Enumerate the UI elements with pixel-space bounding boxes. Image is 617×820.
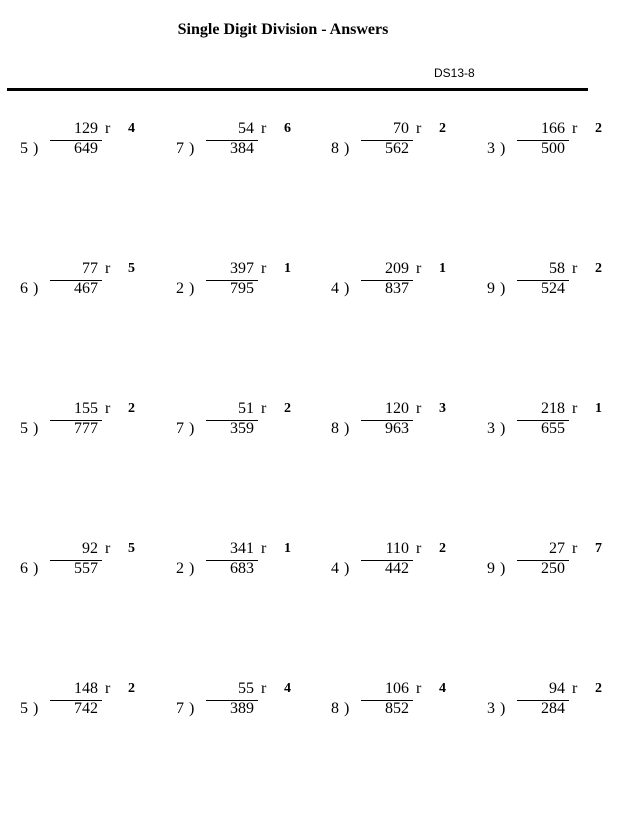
quotient: 129 <box>74 120 98 137</box>
division-problem <box>331 260 461 300</box>
division-problem <box>487 260 617 300</box>
division-bracket: ) <box>189 700 195 717</box>
division-problem <box>176 540 306 580</box>
remainder: 1 <box>284 261 291 276</box>
division-problem <box>176 260 306 300</box>
quotient: 120 <box>385 400 409 417</box>
problem-row <box>0 120 600 260</box>
dividend: 389 <box>230 700 254 717</box>
dividend: 250 <box>541 560 565 577</box>
dividend: 837 <box>385 280 409 297</box>
divisor: 5 <box>20 700 28 717</box>
divisor: 5 <box>20 140 28 157</box>
division-bracket: ) <box>344 140 350 157</box>
remainder-marker: r <box>572 680 578 697</box>
dividend: 742 <box>74 700 98 717</box>
division-problem <box>487 680 617 720</box>
quotient: 54 <box>238 120 254 137</box>
dividend: 359 <box>230 420 254 437</box>
remainder-marker: r <box>416 260 422 277</box>
divisor: 3 <box>487 420 495 437</box>
divisor: 4 <box>331 280 339 297</box>
divisor: 2 <box>176 280 184 297</box>
division-bracket: ) <box>344 280 350 297</box>
division-problem <box>20 260 150 300</box>
quotient: 77 <box>82 260 98 277</box>
dividend: 963 <box>385 420 409 437</box>
division-problem <box>487 540 617 580</box>
remainder: 2 <box>439 541 446 556</box>
remainder-marker: r <box>105 120 111 137</box>
problem-row <box>0 400 600 540</box>
division-bracket: ) <box>189 420 195 437</box>
dividend: 384 <box>230 140 254 157</box>
remainder: 7 <box>595 541 602 556</box>
divisor: 7 <box>176 140 184 157</box>
division-problem <box>20 400 150 440</box>
quotient: 55 <box>238 680 254 697</box>
division-bracket: ) <box>344 420 350 437</box>
division-bracket: ) <box>500 420 506 437</box>
remainder: 2 <box>595 681 602 696</box>
remainder: 2 <box>128 681 135 696</box>
dividend: 683 <box>230 560 254 577</box>
quotient: 341 <box>230 540 254 557</box>
remainder-marker: r <box>261 540 267 557</box>
quotient: 218 <box>541 400 565 417</box>
dividend: 524 <box>541 280 565 297</box>
dividend: 284 <box>541 700 565 717</box>
dividend: 442 <box>385 560 409 577</box>
division-problem <box>20 540 150 580</box>
remainder-marker: r <box>416 120 422 137</box>
remainder-marker: r <box>416 540 422 557</box>
division-bracket: ) <box>344 560 350 577</box>
dividend: 649 <box>74 140 98 157</box>
remainder-marker: r <box>261 680 267 697</box>
division-problem <box>331 400 461 440</box>
header-divider <box>7 88 588 91</box>
divisor: 6 <box>20 560 28 577</box>
remainder: 4 <box>128 121 135 136</box>
remainder: 2 <box>439 121 446 136</box>
quotient: 106 <box>385 680 409 697</box>
dividend: 777 <box>74 420 98 437</box>
remainder-marker: r <box>572 540 578 557</box>
dividend: 562 <box>385 140 409 157</box>
divisor: 8 <box>331 140 339 157</box>
remainder-marker: r <box>105 400 111 417</box>
quotient: 209 <box>385 260 409 277</box>
remainder: 4 <box>284 681 291 696</box>
divisor: 9 <box>487 560 495 577</box>
remainder-marker: r <box>416 680 422 697</box>
problem-row <box>0 260 600 400</box>
remainder: 5 <box>128 261 135 276</box>
division-problem <box>176 400 306 440</box>
dividend: 557 <box>74 560 98 577</box>
remainder: 1 <box>595 401 602 416</box>
divisor: 5 <box>20 420 28 437</box>
divisor: 7 <box>176 700 184 717</box>
division-bracket: ) <box>189 140 195 157</box>
divisor: 4 <box>331 560 339 577</box>
quotient: 70 <box>393 120 409 137</box>
remainder-marker: r <box>105 260 111 277</box>
division-bracket: ) <box>344 700 350 717</box>
remainder: 2 <box>595 121 602 136</box>
remainder: 1 <box>439 261 446 276</box>
remainder: 6 <box>284 121 291 136</box>
division-problem <box>487 120 617 160</box>
remainder: 1 <box>284 541 291 556</box>
remainder: 5 <box>128 541 135 556</box>
remainder-marker: r <box>261 260 267 277</box>
remainder: 3 <box>439 401 446 416</box>
division-bracket: ) <box>500 560 506 577</box>
division-problem <box>176 120 306 160</box>
division-bracket: ) <box>500 280 506 297</box>
division-bracket: ) <box>33 700 39 717</box>
problem-row <box>0 680 600 820</box>
remainder: 2 <box>128 401 135 416</box>
division-problem <box>20 120 150 160</box>
remainder-marker: r <box>416 400 422 417</box>
divisor: 3 <box>487 140 495 157</box>
quotient: 92 <box>82 540 98 557</box>
division-bracket: ) <box>33 560 39 577</box>
quotient: 51 <box>238 400 254 417</box>
division-problem <box>487 400 617 440</box>
divisor: 3 <box>487 700 495 717</box>
remainder-marker: r <box>572 120 578 137</box>
remainder-marker: r <box>261 400 267 417</box>
remainder-marker: r <box>105 680 111 697</box>
quotient: 94 <box>549 680 565 697</box>
dividend: 852 <box>385 700 409 717</box>
division-bracket: ) <box>33 420 39 437</box>
quotient: 27 <box>549 540 565 557</box>
divisor: 8 <box>331 420 339 437</box>
remainder-marker: r <box>572 260 578 277</box>
divisor: 6 <box>20 280 28 297</box>
dividend: 795 <box>230 280 254 297</box>
division-problem <box>331 120 461 160</box>
dividend: 500 <box>541 140 565 157</box>
remainder-marker: r <box>572 400 578 417</box>
quotient: 155 <box>74 400 98 417</box>
division-bracket: ) <box>500 140 506 157</box>
remainder-marker: r <box>261 120 267 137</box>
division-bracket: ) <box>189 280 195 297</box>
division-problem <box>20 680 150 720</box>
division-problem <box>331 680 461 720</box>
worksheet-code: DS13-8 <box>434 66 475 80</box>
dividend: 467 <box>74 280 98 297</box>
divisor: 9 <box>487 280 495 297</box>
division-bracket: ) <box>500 700 506 717</box>
remainder: 2 <box>595 261 602 276</box>
division-bracket: ) <box>33 280 39 297</box>
problem-row <box>0 540 600 680</box>
quotient: 166 <box>541 120 565 137</box>
problem-grid <box>0 120 600 820</box>
remainder: 2 <box>284 401 291 416</box>
division-problem <box>176 680 306 720</box>
division-problem <box>331 540 461 580</box>
dividend: 655 <box>541 420 565 437</box>
divisor: 8 <box>331 700 339 717</box>
divisor: 2 <box>176 560 184 577</box>
divisor: 7 <box>176 420 184 437</box>
quotient: 110 <box>385 540 409 557</box>
quotient: 148 <box>74 680 98 697</box>
page-title: Single Digit Division - Answers <box>177 21 389 38</box>
remainder: 4 <box>439 681 446 696</box>
remainder-marker: r <box>105 540 111 557</box>
quotient: 58 <box>549 260 565 277</box>
division-bracket: ) <box>189 560 195 577</box>
division-bracket: ) <box>33 140 39 157</box>
quotient: 397 <box>230 260 254 277</box>
